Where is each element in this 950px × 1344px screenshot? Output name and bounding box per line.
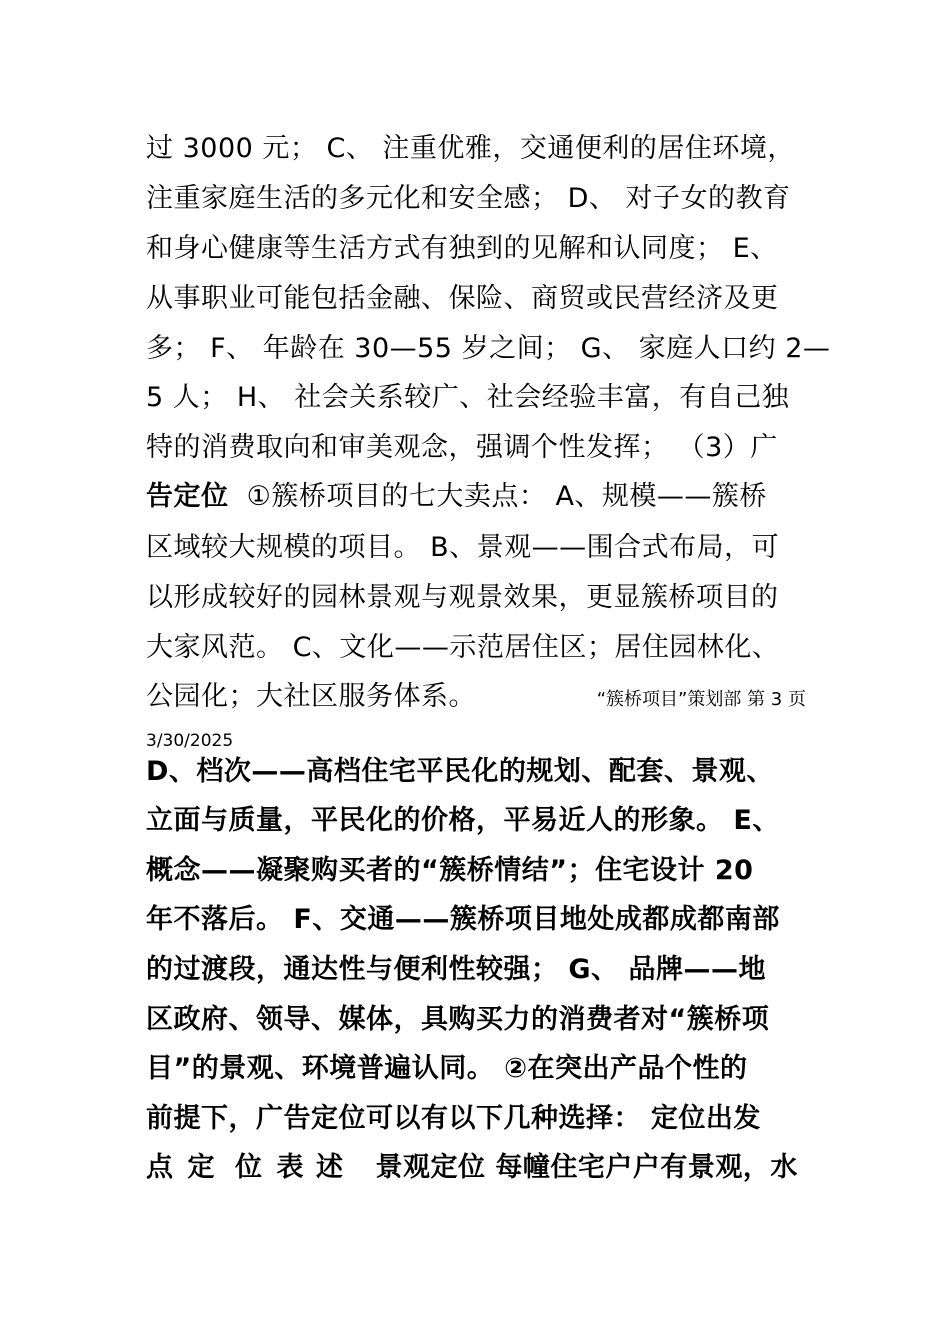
text-segment: 定 bbox=[187, 1152, 215, 1183]
text-line: 从事职业可能包括金融、保险、商贸或民营经济及更 bbox=[146, 283, 779, 314]
text-line: 立面与质量，平民化的价格，平易近人的形象。 E、 bbox=[146, 805, 780, 836]
text-line: 大家风范。 C、文化——示范居住区；居住园林化、 bbox=[146, 632, 780, 663]
text-line: 区域较大规模的项目。 B、景观——围合式布局，可 bbox=[146, 532, 780, 563]
section-heading: 告定位 bbox=[146, 481, 229, 512]
page-date: 3/30/2025 bbox=[146, 731, 234, 751]
text-line: D、档次——高档住宅平民化的规划、配套、景观、 bbox=[146, 756, 774, 787]
text-line: 和身心健康等生活方式有独到的见解和认同度； E、 bbox=[146, 233, 778, 264]
text-segment: 述 bbox=[316, 1152, 344, 1183]
text-segment: 位 bbox=[235, 1152, 263, 1183]
text-segment: ①簇桥项目的七大卖点： A、规模——簇桥 bbox=[246, 481, 767, 512]
text-line: 目”的景观、环境普遍认同。 ②在突出产品个性的 bbox=[146, 1053, 748, 1084]
text-segment: 点 bbox=[146, 1152, 174, 1183]
text-line: 前提下，广告定位可以有以下几种选择： 定位出发 bbox=[146, 1103, 761, 1134]
text-line: 过 3000 元； C、 注重优雅，交通便利的居住环境， bbox=[146, 133, 795, 164]
text-line: 区政府、领导、媒体，具购买力的消费者对“簇桥项 bbox=[146, 1004, 770, 1035]
text-line: 年不落后。 F、交通——簇桥项目地处成都成都南部 bbox=[146, 904, 780, 935]
text-line: 多； F、 年龄在 30—55 岁之间； G、 家庭人口约 2— bbox=[146, 333, 831, 364]
text-segment: 景观定位 每幢住宅户户有景观，水 bbox=[375, 1152, 798, 1183]
text-line: 以形成较好的园林景观与观景效果，更显簇桥项目的 bbox=[146, 582, 779, 613]
text-line bbox=[146, 1150, 806, 1186]
text-line bbox=[146, 479, 806, 515]
text-line: 特的消费取向和审美观念，强调个性发挥； （3）广 bbox=[146, 432, 778, 463]
text-segment: 公园化；大社区服务体系。 bbox=[146, 681, 476, 712]
page-footer: “簇桥项目”策划部 第 3 页 bbox=[596, 689, 806, 710]
text-line bbox=[146, 679, 806, 718]
text-line: 概念——凝聚购买者的“簇桥情结”；住宅设计 20 bbox=[146, 855, 754, 886]
text-line: 的过渡段，通达性与便利性较强； G、 品牌——地 bbox=[146, 954, 766, 985]
text-line: 注重家庭生活的多元化和安全感； D、 对子女的教育 bbox=[146, 183, 791, 214]
text-segment: 表 bbox=[276, 1152, 304, 1183]
text-line: 5 人； H、 社会关系较广、社会经验丰富，有自己独 bbox=[146, 382, 790, 413]
